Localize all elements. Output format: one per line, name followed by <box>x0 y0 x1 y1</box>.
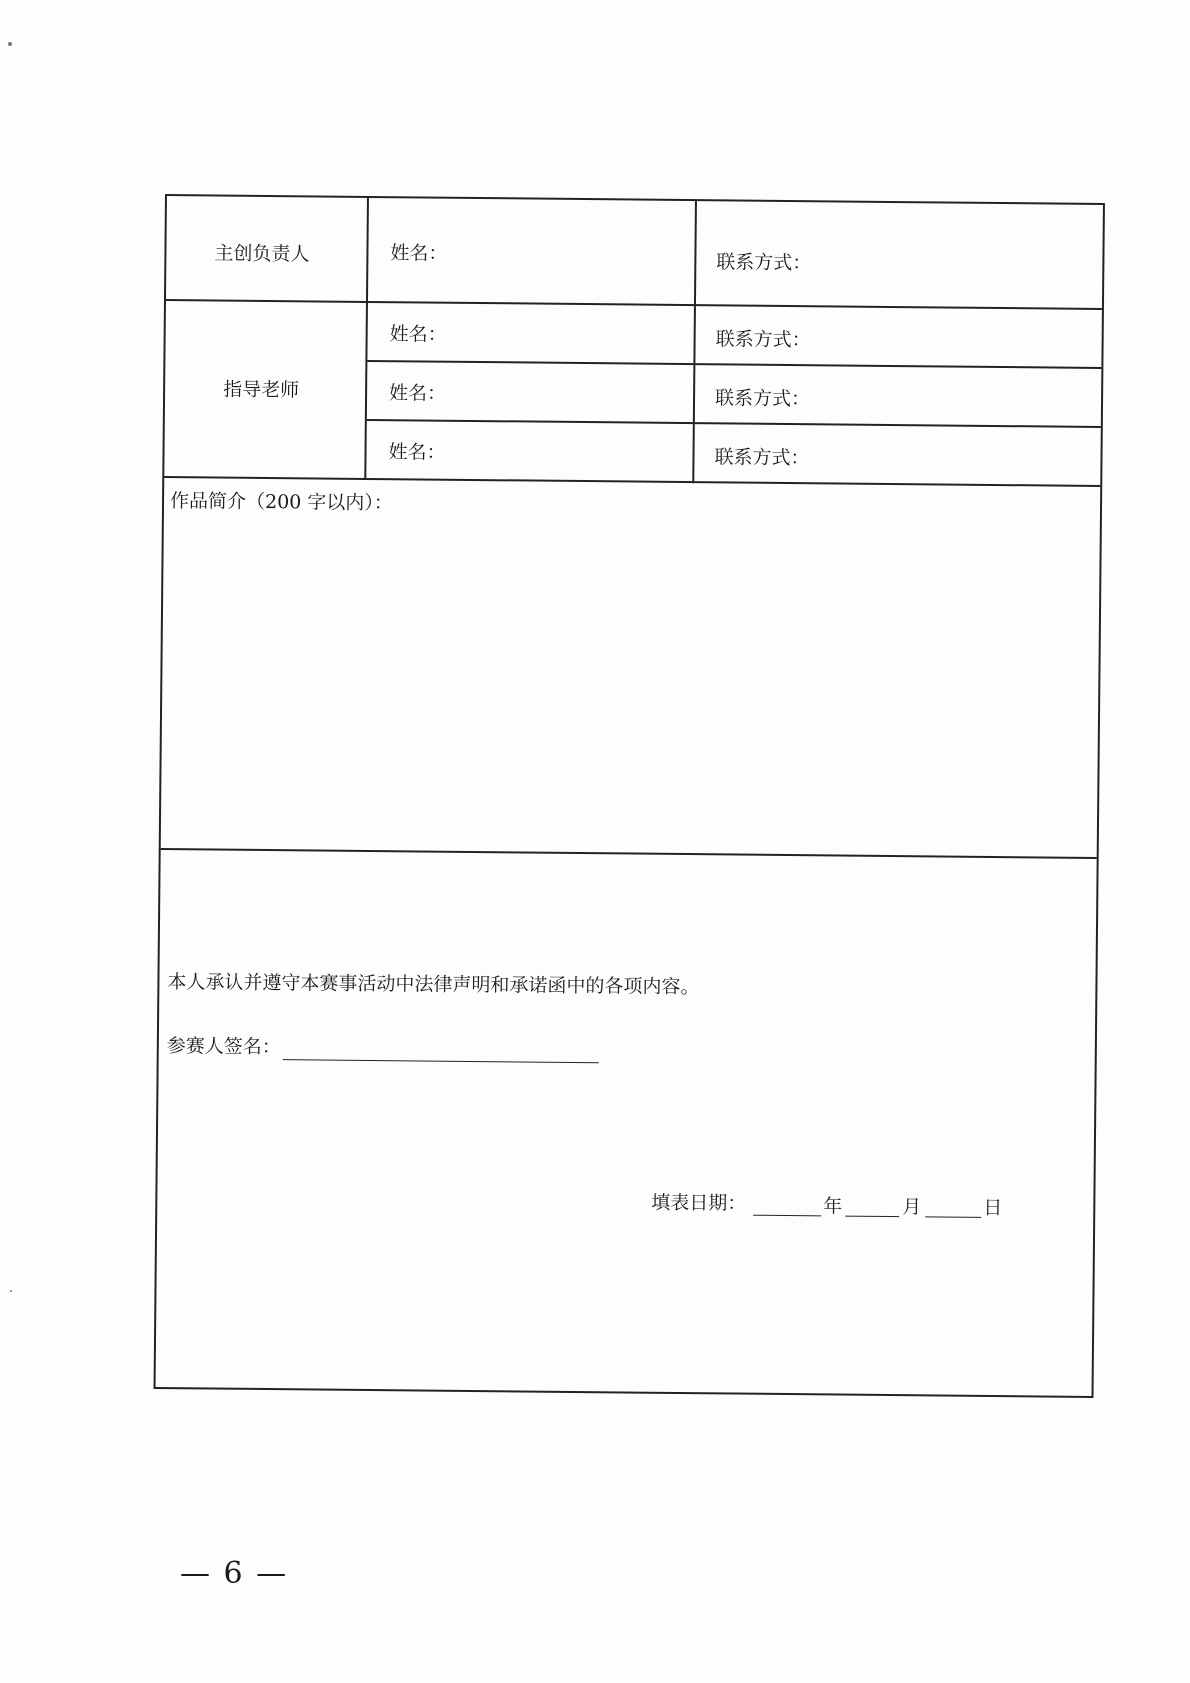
advisor-label: 指导老师 <box>223 378 300 402</box>
advisor-2-contact-label: 联系方式： <box>714 387 811 411</box>
scan-speck <box>10 1290 12 1292</box>
declaration-cell <box>156 850 1097 1396</box>
registration-form-table <box>154 194 1105 1398</box>
lead-author-name-label: 姓名： <box>390 242 448 265</box>
signature-line[interactable] <box>283 1059 599 1063</box>
advisor-3-name-label: 姓名： <box>388 441 446 464</box>
advisor-3-contact-label: 联系方式： <box>714 446 810 470</box>
lead-author-contact-label: 联系方式： <box>716 251 812 275</box>
advisor-3-contact-cell[interactable] <box>694 424 1101 487</box>
advisor-3-name-cell[interactable] <box>366 421 695 483</box>
lead-author-contact-cell[interactable] <box>696 201 1103 310</box>
advisor-label-cell <box>164 301 368 480</box>
day-blank[interactable] <box>925 1216 981 1218</box>
advisor-2-name-cell[interactable] <box>367 362 696 424</box>
day-label: 日 <box>983 1196 1003 1220</box>
page-number: — 6 — <box>180 1556 289 1591</box>
advisor-1-name-label: 姓名： <box>389 323 447 346</box>
summary-cell[interactable] <box>161 478 1101 859</box>
pledge-text: 本人承认并遵守本赛事活动中法律声明和承诺函中的各项内容。 <box>167 971 700 999</box>
advisor-1-contact-cell[interactable] <box>695 306 1102 369</box>
year-label: 年 <box>823 1195 843 1218</box>
date-label: 填表日期： <box>651 1191 747 1215</box>
signature-label: 参赛人签名： <box>166 1035 281 1059</box>
lead-author-label-cell <box>166 196 369 303</box>
advisor-2-contact-cell[interactable] <box>695 365 1102 428</box>
advisor-2-name-label: 姓名： <box>388 382 447 405</box>
month-blank[interactable] <box>845 1216 899 1218</box>
summary-label: 作品简介（200 字以内）： <box>169 490 393 515</box>
advisor-1-contact-label: 联系方式： <box>715 328 811 352</box>
lead-author-name-cell[interactable] <box>368 198 697 306</box>
scan-speck <box>8 42 12 46</box>
month-label: 月 <box>902 1196 922 1219</box>
advisor-1-name-cell[interactable] <box>367 303 696 365</box>
lead-author-label: 主创负责人 <box>214 242 310 266</box>
year-blank[interactable] <box>753 1215 821 1217</box>
